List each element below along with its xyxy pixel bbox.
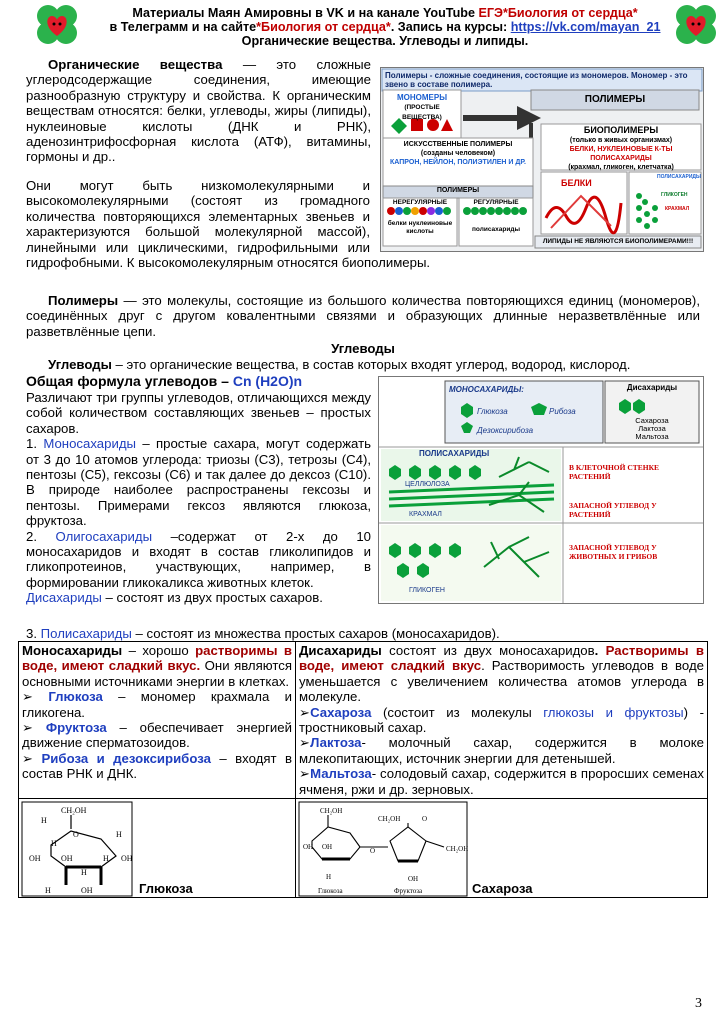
svg-text:OH: OH bbox=[121, 854, 133, 864]
biopolymers: БИОПОЛИМЕРЫ (только в живых организмах) БЕЛКИ, НУКЛЕИНОВЫЕ К-ТЫ ПОЛИСАХАРИДЫ (крахмал, гликоген, клетчатка) bbox=[568, 125, 674, 171]
starch-role: ЗАПАСНОЙ УГЛЕВОД У РАСТЕНИЙ bbox=[569, 501, 657, 519]
svg-text:H: H bbox=[45, 886, 51, 896]
header-line2: в Телеграмм и на сайте*Биология от сердца*. Запись на курсы: https://vk.com/mayan_21 bbox=[109, 20, 661, 34]
carbs-list: Различают три группы углеводов, отличающихся между собой количеством составляющих звеньев – простых сахаров. 1. Моносахариды – простые сахара, могут содержать от 3 до 10 атомов углерода: триозы (С3), тетрозы (С4), пентозы (С5), гексозы (С6) и так далее до дексоз (С10). В природе наиболее распространены гексозы и пентозы. Примерами гексоз являются глюкоза, фруктоза. 2. Олигосахариды –содержат от 2-х до 10 моносахаридов и входят в состав гликолипидов и гликопротеинов, участвующих, например, в формировании гликокаликса животных клеток. Дисахариды – состоят из двух простых сахаров. bbox=[26, 390, 371, 606]
svg-text:H: H bbox=[81, 868, 87, 878]
irregular-label: НЕРЕГУЛЯРНЫЕ bbox=[392, 199, 448, 206]
svg-text:OH: OH bbox=[303, 843, 314, 852]
item-polysaccharides: 3. Полисахариды – состоят из множества простых сахаров (моносахаридов). bbox=[26, 626, 500, 641]
svg-text:H: H bbox=[41, 816, 47, 826]
artificial-polymers: ИСКУССТВЕННЫЕ ПОЛИМЕРЫ (созданы человеком) КАПРОН, НЕЙЛОН, ПОЛИЭТИЛЕН И ДР. bbox=[390, 141, 526, 166]
clover-heart-logo-left bbox=[34, 2, 80, 48]
glucose-structure-cell bbox=[19, 799, 296, 898]
monosaccharides-cell: Моносахариды – хорошо растворимы в воде, имеют сладкий вкус. Они являются основными источниками энергии в клетках. ➢ Глюкоза – мономер крахмала и гликогена. ➢ Фруктоза – обеспечивает энергией движение сперматозоидов. ➢ Рибоза и дезоксирибоза – входят в состав РНК и ДНК. bbox=[19, 642, 296, 799]
organic-definition: Органические вещества — это сложные углеродсодержащие соединения, имеющие разнообразную структуру и свойства. К органическим веществам относятся: белки, углеводы, жиры (липиды), нуклеиновые кислоты (ДНК и РНК), аденозинтрифосфорная кислота (АТФ), витамины, гормоны и др.. bbox=[26, 57, 371, 165]
carbohydrate-diagram-graphic bbox=[379, 377, 703, 603]
carbohydrate-diagram bbox=[378, 376, 704, 604]
monomers-label: МОНОМЕРЫ (ПРОСТЫЕ ВЕЩЕСТВА) bbox=[396, 93, 448, 121]
starch-small-label: КРАХМАЛ bbox=[665, 206, 690, 212]
regular-label: РЕГУЛЯРНЫЕ bbox=[473, 199, 519, 206]
irregular-examples: белки нуклеиновые кислоты bbox=[387, 220, 453, 235]
carbs-definition: Углеводы – это органические вещества, в состав которых входят углерод, водород, кислород. bbox=[48, 357, 631, 372]
carbs-heading: Углеводы bbox=[331, 341, 395, 356]
svg-text:H: H bbox=[116, 830, 122, 840]
di-list: Сахароза Лактоза Мальтоза bbox=[635, 416, 669, 441]
sucrose-structure-cell bbox=[296, 799, 708, 898]
course-link[interactable]: https://vk.com/mayan_21 bbox=[510, 20, 661, 34]
glycogen-small-label: ГЛИКОГЕН bbox=[661, 192, 688, 198]
polymers-label: ПОЛИМЕРЫ bbox=[584, 94, 646, 105]
glycogen-label: ГЛИКОГЕН bbox=[409, 587, 445, 594]
item-monosaccharides: 1. Моносахариды – простые сахара, могут содержать от 3 до 10 атомов углерода: триозы (С3), тетрозы (С4), пентозы (С5), гексозы (С6) и так далее до дексоз (С10). В природе наиболее распространены гексозы и пентозы. Примерами гексоз являются глюкоза, фруктоза. bbox=[26, 436, 371, 529]
carbs-formula: Общая формула углеводов – Cn (H2O)n bbox=[26, 373, 303, 389]
svg-text:O: O bbox=[422, 815, 428, 824]
sucrose-bullet: ➢Сахароза (состоит из молекулы глюкозы и фруктозы) - тростниковый сахар. bbox=[299, 704, 704, 736]
header-line1: Материалы Маян Амировны в VK и на канале YouTube ЕГЭ*Биология от сердца* bbox=[132, 6, 638, 20]
glucose-bullet: ➢ Глюкоза – мономер крахмала и гликогена. bbox=[22, 689, 292, 720]
item-oligosaccharides: 2. Олигосахариды –содержат от 2-х до 10 моносахаридов и входят в состав гликолипидов и гликопротеинов, участвующих, например, в формировании гликокаликса животных клеток. bbox=[26, 528, 371, 590]
glucose-structure bbox=[21, 801, 133, 897]
polymer-note: Полимеры - сложные соединения, состоящие из мономеров. Мономер - это звено в составе полимера. bbox=[385, 71, 688, 89]
item-disaccharides: Дисахариды – состоят из двух простых сахаров. bbox=[26, 590, 323, 606]
svg-text:CH₂OH: CH₂OH bbox=[61, 806, 87, 816]
svg-text:Глюкоза: Глюкоза bbox=[318, 887, 343, 896]
regular-examples: полисахариды bbox=[471, 226, 521, 233]
polymers-small-label: ПОЛИМЕРЫ bbox=[436, 187, 480, 194]
svg-text:CH₂OH: CH₂OH bbox=[446, 845, 468, 854]
disaccharides-cell: Дисахариды состоят из двух моносахаридов. Растворимы в воде, имеют сладкий вкус. Растворимость углеводов в воде уменьшается с увеличением количества атомов углерода в молекуле. ➢Сахароза (состоит из молекулы глюкозы и фруктозы) - тростниковый сахар. ➢Лактоза- молочный сахар, содержится в молоке млекопитающих, источник энергии для детенышей. ➢Мальтоза- солодовый сахар, содержится в проросших семенах ячменя, ржи и др. зерновых. bbox=[296, 642, 708, 799]
poly-title: ПОЛИСАХАРИДЫ bbox=[419, 449, 490, 458]
svg-text:OH: OH bbox=[29, 854, 41, 864]
svg-text:Фруктоза: Фруктоза bbox=[394, 887, 423, 896]
glucose-caption: Глюкоза bbox=[139, 881, 193, 897]
svg-text:OH: OH bbox=[322, 843, 333, 852]
svg-text:O: O bbox=[370, 847, 376, 856]
polymer-diagram bbox=[380, 67, 704, 252]
proteins-label: БЕЛКИ bbox=[561, 178, 592, 188]
page-number: 3 bbox=[695, 996, 702, 1011]
svg-text:CH₂OH: CH₂OH bbox=[378, 815, 401, 824]
sucrose-structure bbox=[298, 801, 468, 897]
carbs-table bbox=[18, 641, 708, 898]
svg-text:H: H bbox=[103, 854, 109, 864]
svg-text:H: H bbox=[51, 839, 57, 849]
svg-text:CH₂OH: CH₂OH bbox=[320, 807, 343, 816]
sucrose-caption: Сахароза bbox=[472, 881, 533, 897]
fructose-bullet: ➢ Фруктоза – обеспечивает энергией движение сперматозоидов. bbox=[22, 720, 292, 751]
organic-more: Они могут быть низкомолекулярными и высокомолекулярными (состоят из громадного количества повторяющихся элементарных звеньев и характеризуются большой молекулярной массой), линейными или циклическими, гидрофильными или гидрофобными. К высокомолекулярным относятся биополимеры. bbox=[26, 178, 431, 271]
svg-text:H: H bbox=[326, 873, 332, 882]
di-title: Дисахариды bbox=[626, 383, 678, 392]
deoxyribose-label: Дезоксирибоза bbox=[477, 426, 534, 435]
mono-title: МОНОСАХАРИДЫ: bbox=[449, 385, 524, 394]
clover-heart-logo-right bbox=[673, 2, 719, 48]
starch-label: КРАХМАЛ bbox=[409, 511, 442, 518]
ribose-label: Рибоза bbox=[549, 407, 576, 416]
glucose-label: Глюкоза bbox=[477, 407, 508, 416]
svg-text:OH: OH bbox=[408, 875, 419, 884]
glycogen-role: ЗАПАСНОЙ УГЛЕВОД У ЖИВОТНЫХ И ГРИБОВ bbox=[569, 543, 658, 561]
svg-text:OH: OH bbox=[61, 854, 73, 864]
svg-text:OH: OH bbox=[81, 886, 93, 896]
polymer-definition: Полимеры — это молекулы, состоящие из большого количества повторяющихся единиц (мономеров), соединённых друг с другом ковалентными связями и образующих длинные неразветвлённые или разветвлённые цепи. bbox=[26, 293, 700, 339]
cellulose-label: ЦЕЛЛЮЛОЗА bbox=[405, 481, 450, 488]
maltose-bullet: ➢Мальтоза- солодовый сахар, содержится в проросших семенах ячменя, ржи и др. зерновых. bbox=[299, 766, 704, 797]
polysaccharides-small-label: ПОЛИСАХАРИДЫ bbox=[657, 174, 701, 180]
cellulose-role: В КЛЕТОЧНОЙ СТЕНКЕ РАСТЕНИЙ bbox=[569, 463, 660, 481]
lactose-bullet: ➢Лактоза- молочный сахар, содержится в молоке млекопитающих, источник энергии для детенышей. bbox=[299, 735, 704, 766]
svg-text:O: O bbox=[73, 830, 79, 840]
ribose-bullet: ➢ Рибоза и дезоксирибоза – входят в состав РНК и ДНК. bbox=[22, 750, 293, 782]
lipids-note: ЛИПИДЫ НЕ ЯВЛЯЮТСЯ БИОПОЛИМЕРАМИ!!! bbox=[542, 238, 694, 245]
page-header bbox=[95, 6, 675, 48]
page-title: Органические вещества. Углеводы и липиды. bbox=[241, 34, 529, 48]
